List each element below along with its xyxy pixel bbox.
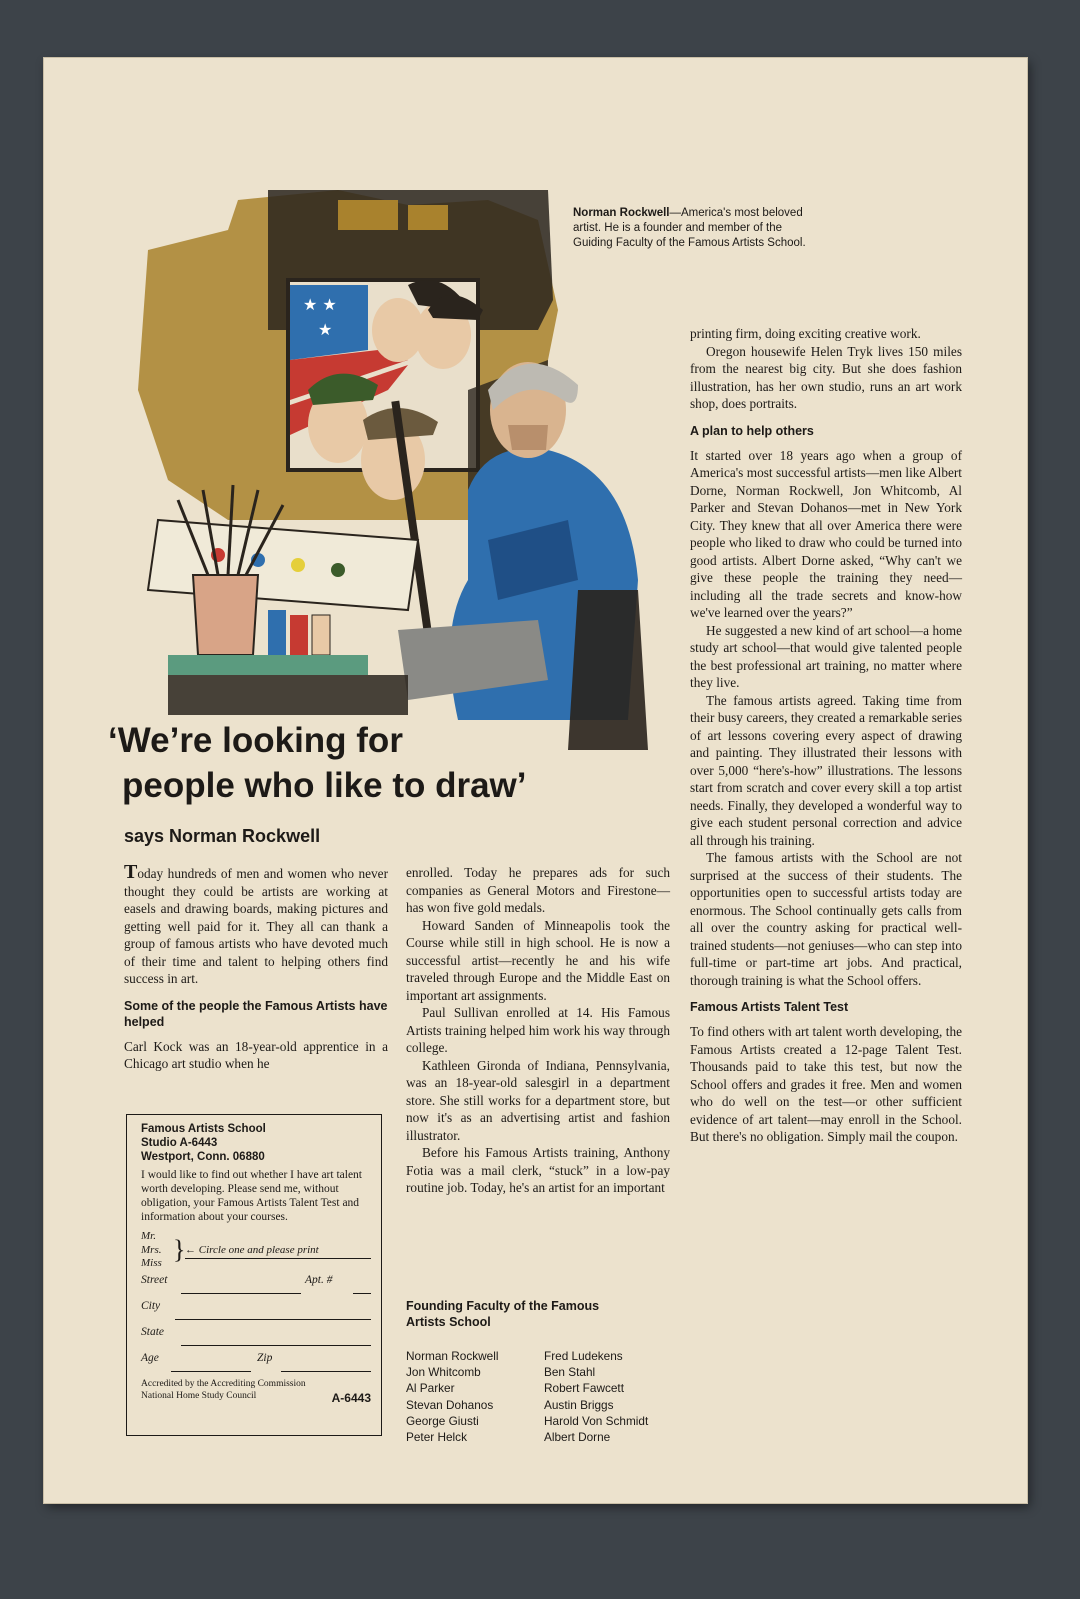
faculty-name: George Giusti	[406, 1413, 479, 1428]
state-label: State	[141, 1326, 164, 1338]
accreditation: Accredited by the Accrediting Commission National Home Study Council	[141, 1379, 306, 1401]
city-field[interactable]	[141, 1300, 371, 1326]
svg-text:★: ★	[318, 320, 333, 339]
col3-paragraph: To find others with art talent worth developing, the Famous Artists created a 12-page Talent Test. Thousands paid to take this test, but now the School offers and grades it free. Men and women who do well on the test—or other sufficient evidence of art talent—may enroll in the School. But there's no obligation. Simply mail the coupon.	[690, 1024, 962, 1144]
col3-paragraph: printing firm, doing exciting creative work.	[690, 326, 921, 341]
faculty-name: Peter Helck	[406, 1430, 467, 1445]
col2-paragraph: Kathleen Gironda of Indiana, Pennsylvania, was an 18-year-old salesgirl in a department store. She still works for a department store, but now it's as an advertising artist and fashion illustrator.	[406, 1057, 670, 1143]
faculty-name: Stevan Dohanos	[406, 1397, 494, 1412]
norman-rockwell-illustration	[108, 160, 648, 750]
title-line	[185, 1258, 371, 1259]
title-field-row	[141, 1230, 371, 1274]
col2-paragraph: Before his Famous Artists training, Anthony Fotia was a mail clerk, “stuck” in a low-pay routine job. Today, he's an artist for an important	[406, 1145, 670, 1195]
col3-paragraph: The famous artists agreed. Taking time from their busy careers, they created a remarkable series of art lessons covering every aspect of drawing and painting. They illustrated their lessons with over 5,000 “here's-how” illustrations. The lessons start from scratch and cover every skill a top artist needs. Finally, they developed a wonderful way to give each student personal correction and advice all through his training.	[690, 692, 962, 848]
coupon-footer	[141, 1378, 371, 1406]
byline: says Norman Rockwell	[124, 826, 321, 846]
faculty-name: Al Parker	[406, 1381, 455, 1396]
col3-subheading: Famous Artists Talent Test	[690, 1000, 849, 1014]
caption-name: Norman Rockwell	[573, 207, 670, 219]
age-zip-field[interactable]	[141, 1352, 371, 1378]
col1-intro-text: oday hundreds of men and women who never thought they could be artists are working at easels and drawing boards, making pictures and getting well paid for it. They all can thank a group of famous artists who have devoted much of their time and talent to helping others find success in art.	[124, 866, 388, 986]
headline	[108, 718, 628, 808]
column-two	[406, 864, 670, 1197]
faculty-name: Fred Ludekens	[544, 1349, 623, 1363]
col3-paragraph: It started over 18 years ago when a group of America's most successful artists—men like Albert Dorne, Norman Rockwell, Jon Whitcomb, Al Parker and Stevan Dohanos—met in New York City. They knew that all over America there were people who liked to draw who could be turned into good artists. Albert Dorne asked, “Why can't we give these people the training they need—including all the trade secrets and know-how we've learned over the years?”	[690, 447, 962, 620]
age-label: Age	[141, 1352, 159, 1364]
col3-paragraph: He suggested a new kind of art school—a home study art school—that would give talented people the best professional art training, no matter where they live.	[690, 622, 962, 690]
coupon-city: Westport, Conn. 06880	[141, 1151, 265, 1163]
city-label: City	[141, 1300, 161, 1312]
illustration-caption	[573, 206, 823, 251]
title-hint: ← Circle one and please print	[185, 1244, 319, 1256]
col2-paragraph: Paul Sullivan enrolled at 14. His Famous Artists training helped him work his way through college.	[406, 1005, 670, 1055]
faculty-name: Norman Rockwell	[406, 1349, 499, 1363]
coupon-request-text: I would like to find out whether I have art talent worth developing. Please send me, without obligation, your Famous Artists Talent Test and information about your courses.	[141, 1169, 362, 1223]
headline-line-2: people who like to draw’	[122, 766, 527, 805]
col2-paragraph: enrolled. Today he prepares ads for such companies as General Motors and Firestone—has won five gold medals.	[406, 865, 670, 915]
magazine-page	[44, 58, 1027, 1503]
street-field[interactable]	[141, 1274, 371, 1300]
title-option-miss[interactable]: Miss	[141, 1257, 162, 1269]
street-label: Street	[141, 1274, 168, 1286]
apt-label: Apt. #	[305, 1274, 333, 1286]
faculty-column-2	[544, 1348, 648, 1445]
faculty-name: Harold Von Schmidt	[544, 1413, 649, 1428]
column-one	[124, 861, 388, 1073]
faculty-name: Jon Whitcomb	[406, 1365, 481, 1380]
faculty-heading: Founding Faculty of the Famous Artists School	[406, 1299, 600, 1329]
title-option-mrs[interactable]: Mrs.	[141, 1243, 162, 1256]
column-three	[690, 325, 962, 1146]
coupon-code: A-6443	[331, 1391, 371, 1405]
faculty-name: Robert Fawcett	[544, 1381, 624, 1396]
faculty-name: Albert Dorne	[544, 1430, 611, 1445]
brace-icon: }	[173, 1235, 186, 1264]
col1-paragraph: Carl Kock was an 18-year-old apprentice in a Chicago art studio when he	[124, 1038, 388, 1071]
state-field[interactable]	[141, 1326, 371, 1352]
col2-paragraph: Howard Sanden of Minneapolis took the Course while still in high school. He is now a successful artist—recently he and his wife traveled through Europe and the Middle East on important art assignments.	[406, 917, 670, 1003]
headline-line-1: ‘We’re looking for	[108, 721, 403, 760]
svg-text:★ ★: ★ ★	[303, 295, 337, 314]
caption-text: —America's most beloved artist. He is a founder and member of the Guiding Faculty of the Famous Artists School.	[573, 207, 806, 249]
faculty-column-1	[406, 1348, 498, 1445]
coupon-school: Famous Artists School	[141, 1123, 266, 1135]
col1-intro	[124, 861, 388, 988]
col3-paragraph: The famous artists with the School are not surprised at the success of their students. The opportunities open to successful artists today are enormous. The School continually gets calls from all over the country asking for practical well-trained students—not geniuses—who can step into full-time or part-time art jobs. And practical, thorough training is what the School offers.	[690, 850, 962, 988]
col1-subheading: Some of the people the Famous Artists have helped	[124, 998, 388, 1029]
drop-cap: T	[124, 861, 138, 883]
col3-paragraph: Oregon housewife Helen Tryk lives 150 miles from the nearest big city. But she does fashion illustration, has her own studio, runs an art work shop, does portraits.	[690, 343, 962, 411]
coupon-studio: Studio A-6443	[141, 1137, 218, 1149]
faculty-name: Austin Briggs	[544, 1397, 614, 1412]
mail-coupon	[126, 1114, 382, 1436]
faculty-name: Ben Stahl	[544, 1365, 596, 1380]
zip-label: Zip	[257, 1352, 273, 1364]
col3-subheading: A plan to help others	[690, 423, 814, 438]
title-option-mr[interactable]: Mr.	[141, 1230, 156, 1242]
